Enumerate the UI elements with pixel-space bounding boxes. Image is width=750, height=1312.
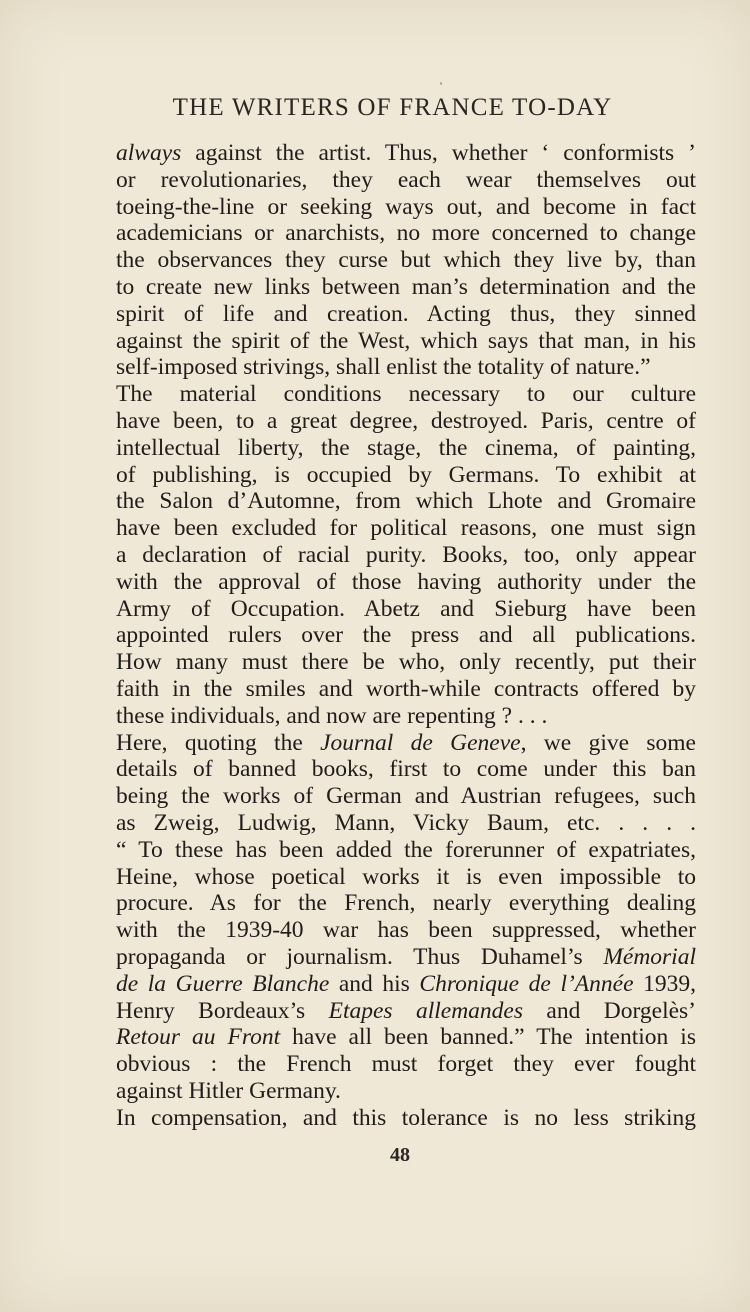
text-line: toeing-the-line or seeking ways out, and become in fact bbox=[116, 193, 696, 220]
italic-title: Journal de Geneve bbox=[320, 729, 521, 756]
text-line: the observances they curse but which they live by, than bbox=[116, 247, 696, 274]
text-line: have been excluded for political reasons, one must sign bbox=[116, 515, 696, 542]
text-line: The material conditions necessary to our culture bbox=[116, 381, 696, 408]
text-run: and his bbox=[329, 970, 420, 997]
text-line bbox=[116, 971, 696, 998]
text-line: of publishing, is occupied by Germans. To exhibit at bbox=[116, 461, 696, 488]
text-line: these individuals, and now are repenting ? . . . bbox=[116, 702, 548, 729]
italic-title: de la Guerre Blanche bbox=[116, 970, 330, 997]
text-line: Army of Occupation. Abetz and Sieburg have been bbox=[116, 595, 696, 622]
text-line: to create new links between man’s determination and the bbox=[116, 273, 696, 300]
body-text bbox=[116, 140, 696, 1131]
text-line: a declaration of racial purity. Books, too, only appear bbox=[116, 541, 696, 568]
italic-title: Chronique de l’Année bbox=[419, 970, 634, 997]
text-run: , we give some bbox=[520, 729, 696, 756]
text-line: “ To these has been added the forerunner of expatriates, bbox=[116, 836, 696, 863]
text-run: 1939, bbox=[633, 970, 696, 997]
text-line: or revolutionaries, they each wear themselves out bbox=[116, 166, 696, 193]
text-run: propaganda or journalism. Thus Duhamel’s bbox=[116, 943, 604, 970]
text-line: How many must there be who, only recently, put their bbox=[116, 649, 696, 676]
text-line: self-imposed strivings, shall enlist the totality of nature.” bbox=[116, 354, 651, 381]
text-line: details of banned books, first to come under this ban bbox=[116, 756, 696, 783]
text-line: Heine, whose poetical works it is even impossible to bbox=[116, 863, 696, 890]
italic-title: Mémorial bbox=[603, 943, 696, 970]
text-line: with the approval of those having authority under the bbox=[116, 568, 696, 595]
text-run: against the artist. Thus, whether ‘ conformists ’ bbox=[181, 140, 696, 166]
text-line: spirit of life and creation. Acting thus, they sinned bbox=[116, 300, 696, 327]
text-line bbox=[116, 1024, 696, 1051]
text-line: against Hitler Germany. bbox=[116, 1077, 341, 1104]
italic-title: always bbox=[116, 140, 182, 166]
text-line: with the 1939-40 war has been suppressed, whether bbox=[116, 917, 696, 944]
text-line: appointed rulers over the press and all publications. bbox=[116, 622, 696, 649]
running-title: THE WRITERS OF FRANCE TO-DAY bbox=[172, 94, 613, 121]
paper-speck bbox=[440, 82, 442, 85]
text-run: Henry Bordeaux’s bbox=[116, 997, 329, 1024]
text-line: academicians or anarchists, no more concerned to change bbox=[116, 220, 696, 247]
text-line: against the spirit of the West, which says that man, in his bbox=[116, 327, 696, 354]
text-line: In compensation, and this tolerance is no less striking bbox=[116, 1104, 696, 1131]
text-line bbox=[116, 998, 696, 1025]
page-number: 48 bbox=[390, 1144, 410, 1166]
text-line bbox=[116, 140, 696, 167]
text-line bbox=[116, 730, 696, 757]
text-line: procure. As for the French, nearly everything dealing bbox=[116, 890, 696, 917]
text-line: as Zweig, Ludwig, Mann, Vicky Baum, etc. . . . . bbox=[116, 809, 696, 836]
text-line: have been, to a great degree, destroyed. Paris, centre of bbox=[116, 407, 696, 434]
text-line: being the works of German and Austrian refugees, such bbox=[116, 783, 696, 810]
text-line: intellectual liberty, the stage, the cinema, of painting, bbox=[116, 434, 696, 461]
text-run: Here, quoting the bbox=[116, 729, 321, 756]
text-run: and Dorgelès’ bbox=[523, 997, 697, 1024]
text-line: the Salon d’Automne, from which Lhote and Gromaire bbox=[116, 488, 696, 515]
text-run: have all been banned.” The intention is bbox=[280, 1024, 696, 1051]
italic-title: Retour au Front bbox=[116, 1024, 281, 1051]
italic-title: Etapes allemandes bbox=[328, 997, 524, 1024]
text-line: obvious : the French must forget they ever fought bbox=[116, 1051, 696, 1078]
text-line bbox=[116, 944, 696, 971]
text-line: faith in the smiles and worth-while contracts offered by bbox=[116, 675, 696, 702]
